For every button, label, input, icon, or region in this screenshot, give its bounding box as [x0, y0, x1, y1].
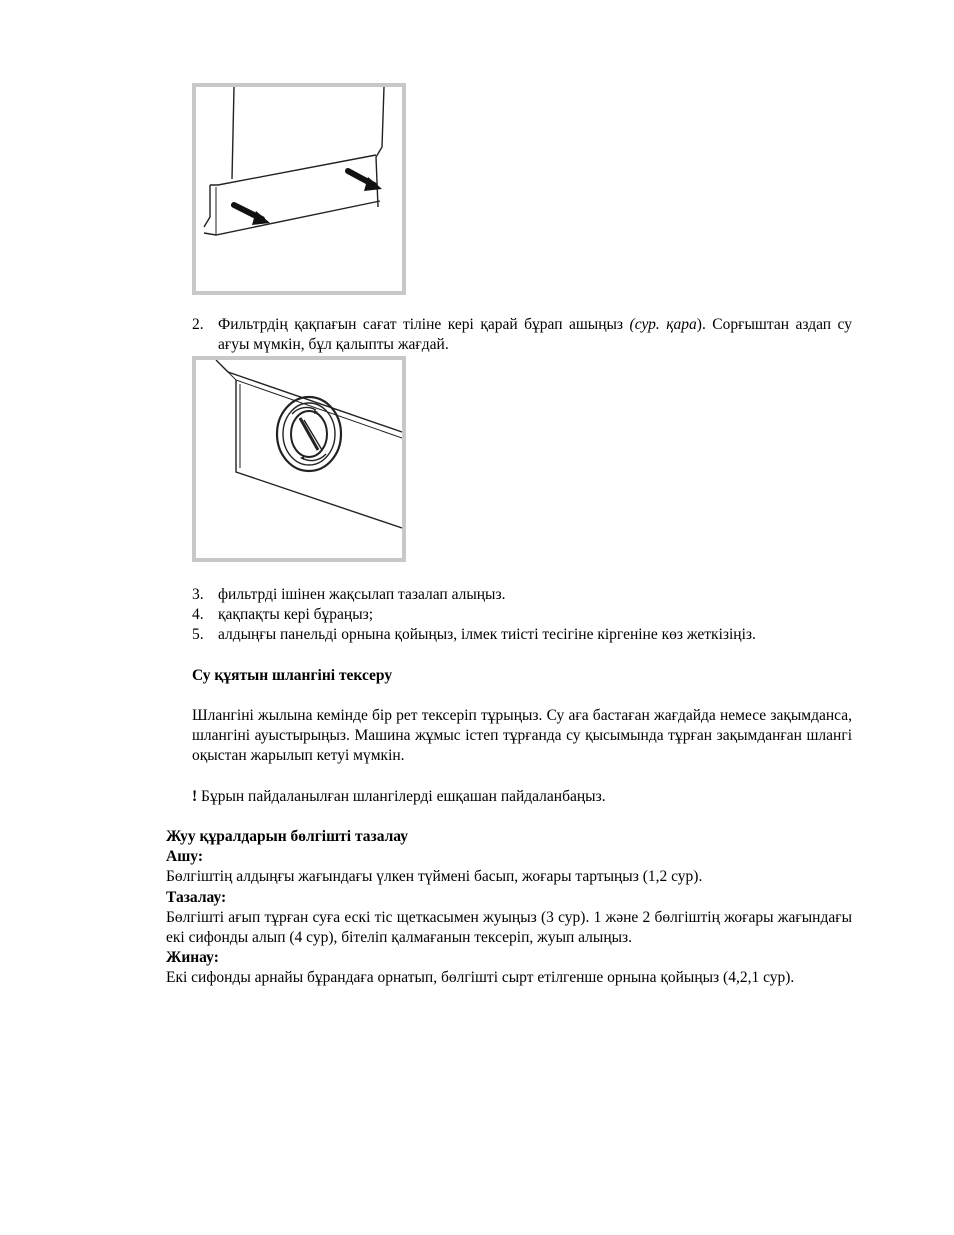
figure-reference: (сур. қара [629, 316, 697, 333]
hose-section-paragraph: Шлангіні жылына кемінде бір рет тексеріп тұрыңыз. Су аға бастаған жағдайда немесе зақымданса, шлангіні ауыстырыңыз. Машина жұмыс істеп тұрғанда су қысымында тұрған зақымданған шлангі оқыстан жарылып кетуі мүмкін. [192, 707, 852, 764]
filter-cap-illustration [196, 360, 402, 558]
arrow-left-icon [234, 205, 270, 225]
assemble-text: Екі сифонды арнайы бұрандаға орнатып, бөлгішті сырт етілгенше орнына қойыңыз (4,2,1 сур). [166, 969, 795, 986]
step-text: фильтрді ішінен жақсылап тазалап алыңыз. [218, 586, 506, 603]
step-number: 3. [192, 586, 204, 603]
warning-mark: ! [192, 788, 198, 805]
clean-label: Тазалау: [166, 889, 227, 906]
open-label: Ашу: [166, 848, 203, 865]
figure-filter-cap [192, 356, 406, 562]
figure-panel-removal [192, 83, 406, 295]
step-text [218, 315, 852, 355]
assemble-label: Жинау: [166, 949, 219, 966]
step-2-text-start: Фильтрдің қақпағын сағат тіліне кері қарай бұрап ашыңыз [218, 316, 630, 333]
step-number: 2. [192, 316, 204, 333]
hose-section-heading: Су құятын шлангіні тексеру [192, 667, 393, 684]
filter-cap-icon [277, 397, 341, 471]
step-number: 5. [192, 626, 204, 643]
hose-warning [192, 787, 606, 807]
panel-removal-illustration [196, 87, 402, 291]
clean-text: Бөлгішті ағып тұрған суға ескі тіс щеткасымен жуыңыз (3 сур). 1 және 2 бөлгіштің жоғары жағындағы екі сифонды алып (4 сур), бітеліп қалмағанын тексеріп, жуып алыңыз. [166, 909, 852, 946]
step-2-text-end: ). Сорғыштан аздап су ағуы мүмкін, бұл қалыпты жағдай. [218, 316, 852, 353]
open-text: Бөлгіштің алдыңғы жағындағы үлкен түймені басып, жоғары тартыңыз (1,2 сур). [166, 868, 703, 885]
step-text: алдыңғы панельді орнына қойыңыз, ілмек тиісті тесігіне кіргеніне көз жеткізіңіз. [218, 626, 756, 643]
step-text: қақпақты кері бұраңыз; [218, 606, 374, 623]
dispenser-section-heading: Жуу құралдарын бөлгішті тазалау [166, 828, 409, 845]
warning-text: Бұрын пайдаланылған шлангілерді ешқашан пайдаланбаңыз. [197, 788, 606, 805]
step-number: 4. [192, 606, 204, 623]
